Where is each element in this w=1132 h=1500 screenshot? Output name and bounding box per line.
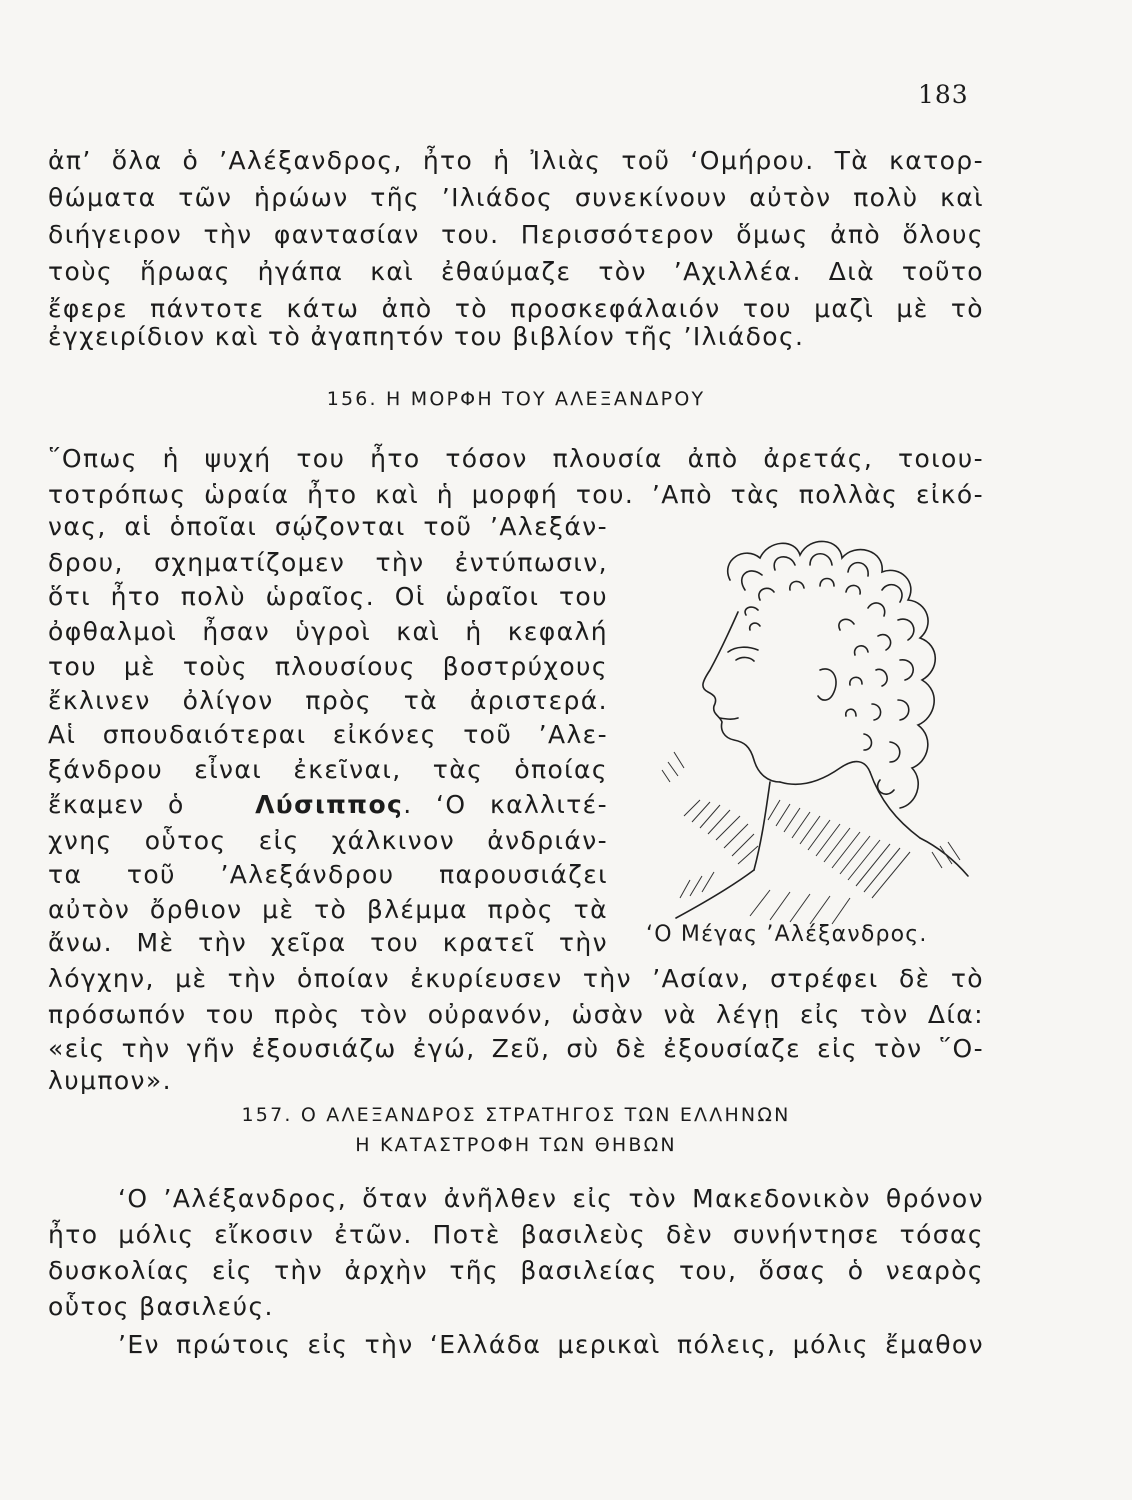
page-number: 183 xyxy=(918,80,969,109)
paragraph-line: νας, αἱ ὁποῖαι σῴζονται τοῦ ’Αλεξάν- xyxy=(48,512,608,541)
paragraph-line: ἦτο μόλις εἴκοσιν ἐτῶν. Ποτὲ βασιλεὺς δὲν συνήντησε τόσας xyxy=(48,1220,984,1249)
paragraph-line: ἔφερε πάντοτε κάτω ἀπὸ τὸ προσκεφάλαιόν του μαζὶ μὲ τὸ xyxy=(48,294,984,323)
alexander-portrait-illustration xyxy=(650,520,980,940)
figure-caption: ‘Ο Μέγας ’Αλέξανδρος. xyxy=(646,922,928,947)
section-heading-157-line2: Η ΚΑΤΑΣΤΡΟΦΗ ΤΩΝ ΘΗΒΩΝ xyxy=(355,1134,677,1156)
paragraph-line: Αἱ σπουδαιότεραι εἰκόνες τοῦ ’Αλε- xyxy=(48,720,608,749)
paragraph-line: ἄνω. Μὲ τὴν χεῖρα του κρατεῖ τὴν xyxy=(48,928,608,957)
text-fragment: ἔκαμεν ὁ xyxy=(48,790,185,819)
paragraph-line: λόγχην, μὲ τὴν ὁποίαν ἐκυρίευσεν τὴν ’Ασίαν, στρέφει δὲ τὸ xyxy=(48,964,984,993)
paragraph-line: «εἰς τὴν γῆν ἐξουσιάζω ἐγώ, Ζεῦ, σὺ δὲ ἐξουσίαζε εἰς τὸν ῞Ο- xyxy=(48,1034,984,1063)
section-heading-156: 156. Η ΜΟΡΦΗ ΤΟΥ ΑΛΕΞΑΝΔΡΟΥ xyxy=(326,388,706,410)
paragraph-line: δρου, σχηματίζομεν τὴν ἐντύπωσιν, xyxy=(48,548,608,577)
paragraph-line: ξάνδρου εἶναι ἐκεῖναι, τὰς ὁποίας xyxy=(48,755,608,784)
paragraph-line: πρόσωπόν του πρὸς τὸν οὐρανόν, ὡσὰν νὰ λέγῃ εἰς τὸν Δία: xyxy=(48,1000,984,1029)
paragraph-line: τοτρόπως ὡραία ἦτο καὶ ἡ μορφή του. ’Απὸ τὰς πολλὰς εἰκό- xyxy=(48,480,984,509)
section-heading-157-line1: 157. Ο ΑΛΕΞΑΝΔΡΟΣ ΣΤΡΑΤΗΓΟΣ ΤΩΝ ΕΛΛΗΝΩΝ xyxy=(241,1104,791,1126)
paragraph-line: δυσκολίας εἰς τὴν ἀρχὴν τῆς βασιλείας του, ὅσας ὁ νεαρὸς xyxy=(48,1256,984,1285)
paragraph-line: ἔκλινεν ὀλίγον πρὸς τὰ ἀριστερά. xyxy=(48,686,608,715)
sculptor-name: Λύσιππος xyxy=(255,790,404,819)
paragraph-line: λυμπον». xyxy=(48,1066,172,1095)
paragraph-line: τα τοῦ ’Αλεξάνδρου παρουσιάζει xyxy=(48,860,608,889)
paragraph-line: αὐτὸν ὄρθιον μὲ τὸ βλέμμα πρὸς τὰ xyxy=(48,895,608,924)
paragraph-line: ὅτι ἦτο πολὺ ὡραῖος. Οἱ ὡραῖοι του xyxy=(48,582,608,611)
text-fragment: . ‘Ο καλλιτέ- xyxy=(403,790,608,819)
paragraph-line: ’Εν πρώτοις εἰς τὴν ‘Ελλάδα μερικαὶ πόλεις, μόλις ἔμαθον xyxy=(118,1330,984,1359)
paragraph-line xyxy=(48,790,608,820)
paragraph-line: οὗτος βασιλεύς. xyxy=(48,1292,274,1321)
paragraph-line: θώματα τῶν ἡρώων τῆς ’Ιλιάδος συνεκίνουν αὐτὸν πολὺ καὶ xyxy=(48,183,984,212)
paragraph-line: ἐγχειρίδιον καὶ τὸ ἀγαπητόν του βιβλίον τῆς ’Ιλιάδος. xyxy=(48,322,805,351)
paragraph-line: τοὺς ἥρωας ἠγάπα καὶ ἐθαύμαζε τὸν ’Αχιλλέα. Διὰ τοῦτο xyxy=(48,257,984,286)
paragraph-line: διήγειρον τὴν φαντασίαν του. Περισσότερον ὅμως ἀπὸ ὅλους xyxy=(48,220,984,249)
paragraph-line: χνης οὗτος εἰς χάλκινον ἀνδριάν- xyxy=(48,826,608,855)
paragraph-line: ὀφθαλμοὶ ἦσαν ὑγροὶ καὶ ἡ κεφαλή xyxy=(48,617,608,646)
paragraph-line: ῞Οπως ἡ ψυχή του ἦτο τόσον πλουσία ἀπὸ ἀρετάς, τοιου- xyxy=(48,444,984,473)
paragraph-line: ‘Ο ’Αλέξανδρος, ὅταν ἀνῆλθεν εἰς τὸν Μακεδονικὸν θρόνον xyxy=(118,1184,984,1213)
paragraph-line: ἀπ’ ὅλα ὁ ’Αλέξανδρος, ἦτο ἡ Ἰλιὰς τοῦ ‘Ομήρου. Τὰ κατορ- xyxy=(48,146,984,175)
paragraph-line: του μὲ τοὺς πλουσίους βοστρύχους xyxy=(48,652,608,681)
